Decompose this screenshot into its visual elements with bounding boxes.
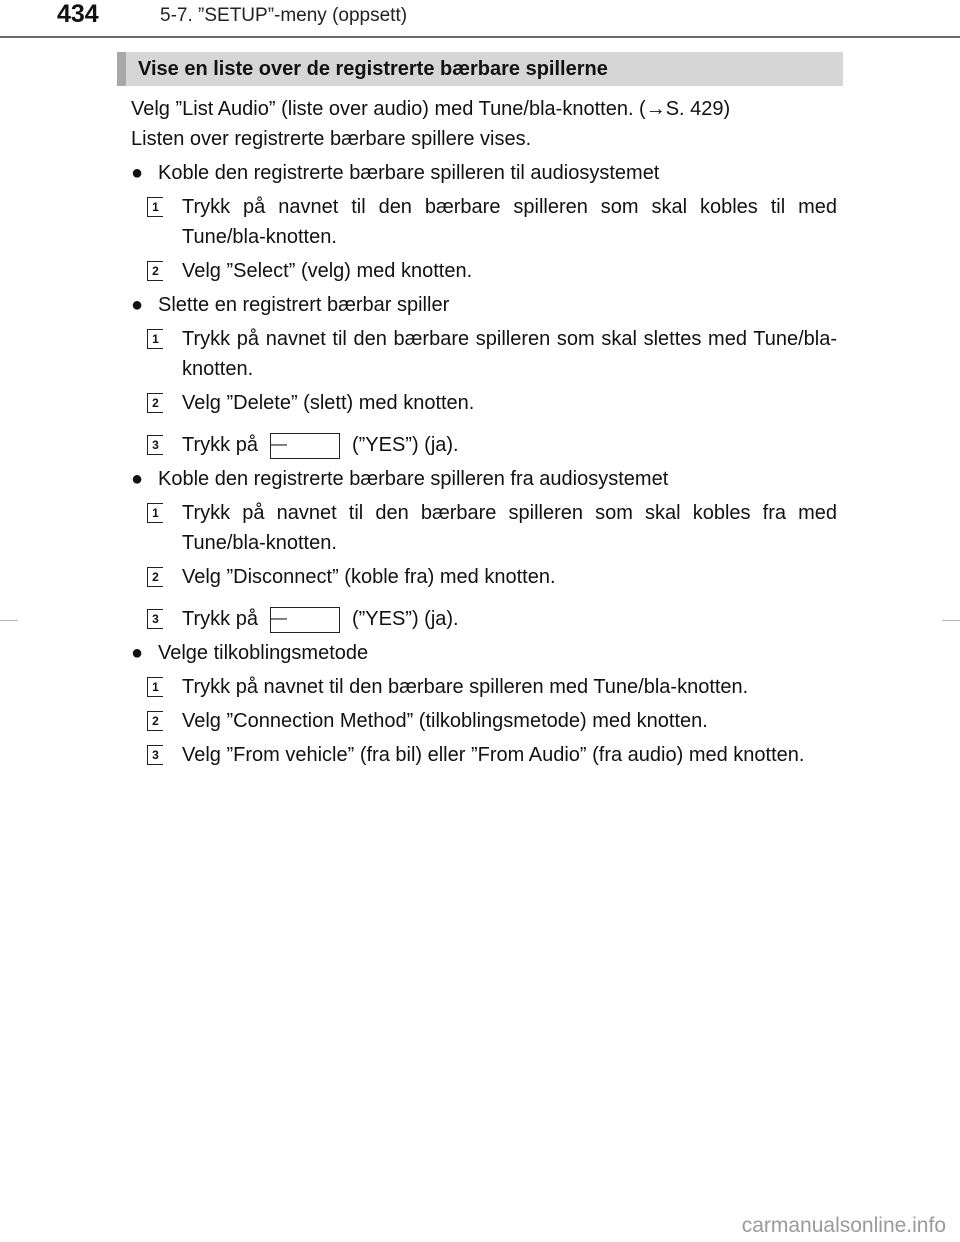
step-text: Velg ”Disconnect” (koble fra) med knotten.: [182, 566, 556, 588]
step-text: Velg ”Select” (velg) med knotten.: [182, 260, 473, 282]
step-text-after: (”YES”) (ja).: [351, 608, 459, 630]
step-item: [147, 498, 837, 558]
bullet-heading-text: Koble den registrerte bærbare spilleren fra audiosystemet: [158, 468, 669, 490]
section-content: [131, 94, 837, 774]
bullet-heading-text: Slette en registrert bærbar spiller: [158, 294, 450, 316]
step-text: Velg ”Connection Method” (tilkoblingsmetode) med knotten.: [182, 710, 708, 732]
intro-line2: Listen over registrerte bærbare spillere vises.: [131, 128, 532, 150]
step-text-before: Trykk på: [182, 434, 258, 456]
running-header: 5-7. ”SETUP”-meny (oppsett): [160, 5, 408, 26]
step-number: 2: [147, 711, 163, 731]
watermark: carmanualsonline.info: [741, 1214, 946, 1237]
page-number: 434: [57, 0, 99, 28]
step-number: 1: [147, 503, 163, 523]
step-text: [182, 604, 837, 634]
intro-paragraph: [131, 94, 837, 154]
bullet-heading: [131, 158, 837, 188]
page-reference-link[interactable]: S. 429): [665, 98, 731, 120]
side-mark-right: [942, 620, 960, 621]
step-number: 1: [147, 677, 163, 697]
step-number: 3: [147, 435, 163, 455]
bullet-icon: ●: [131, 294, 144, 316]
section-title: Vise en liste over de registrerte bærbare spillerne: [117, 52, 843, 86]
step-item: [147, 256, 837, 286]
header-rule: [0, 36, 960, 38]
yes-button[interactable]: —: [270, 433, 340, 459]
step-item: [147, 388, 837, 418]
step-item: [147, 430, 837, 460]
step-item: [147, 324, 837, 384]
step-item: [147, 740, 837, 770]
step-text: Trykk på navnet til den bærbare spilleren som skal kobles fra med Tune/bla-knotten.: [182, 502, 837, 554]
step-item: [147, 604, 837, 634]
step-number: 1: [147, 329, 163, 349]
step-item: [147, 672, 837, 702]
step-number: 2: [147, 393, 163, 413]
arrow-icon: →: [645, 98, 666, 120]
step-text: Trykk på navnet til den bærbare spilleren som skal slettes med Tune/bla-knotten.: [182, 328, 837, 380]
step-number: 1: [147, 197, 163, 217]
bullet-heading: [131, 290, 837, 320]
step-item: [147, 192, 837, 252]
step-item: [147, 562, 837, 592]
bullet-heading-text: Koble den registrerte bærbare spilleren til audiosystemet: [158, 162, 660, 184]
step-number: 3: [147, 609, 163, 629]
bullet-heading-text: Velge tilkoblingsmetode: [158, 642, 369, 664]
step-text: Trykk på navnet til den bærbare spilleren med Tune/bla-knotten.: [182, 676, 749, 698]
intro-text: Velg ”List Audio” (liste over audio) med Tune/bla-knotten. (: [131, 98, 646, 120]
step-text-before: Trykk på: [182, 608, 258, 630]
bullet-icon: ●: [131, 468, 144, 490]
step-number: 3: [147, 745, 163, 765]
step-text: Velg ”From vehicle” (fra bil) eller ”From Audio” (fra audio) med knotten.: [182, 744, 805, 766]
step-text: [182, 430, 837, 460]
bullet-icon: ●: [131, 162, 144, 184]
yes-button[interactable]: —: [270, 607, 340, 633]
step-number: 2: [147, 261, 163, 281]
step-text: Trykk på navnet til den bærbare spilleren som skal kobles til med Tune/bla-knotten.: [182, 196, 837, 248]
step-text-after: (”YES”) (ja).: [351, 434, 459, 456]
bullet-icon: ●: [131, 642, 144, 664]
step-item: [147, 706, 837, 736]
bullet-heading: [131, 638, 837, 668]
side-mark-left: [0, 620, 18, 621]
step-text: Velg ”Delete” (slett) med knotten.: [182, 392, 475, 414]
bullet-heading: [131, 464, 837, 494]
step-number: 2: [147, 567, 163, 587]
